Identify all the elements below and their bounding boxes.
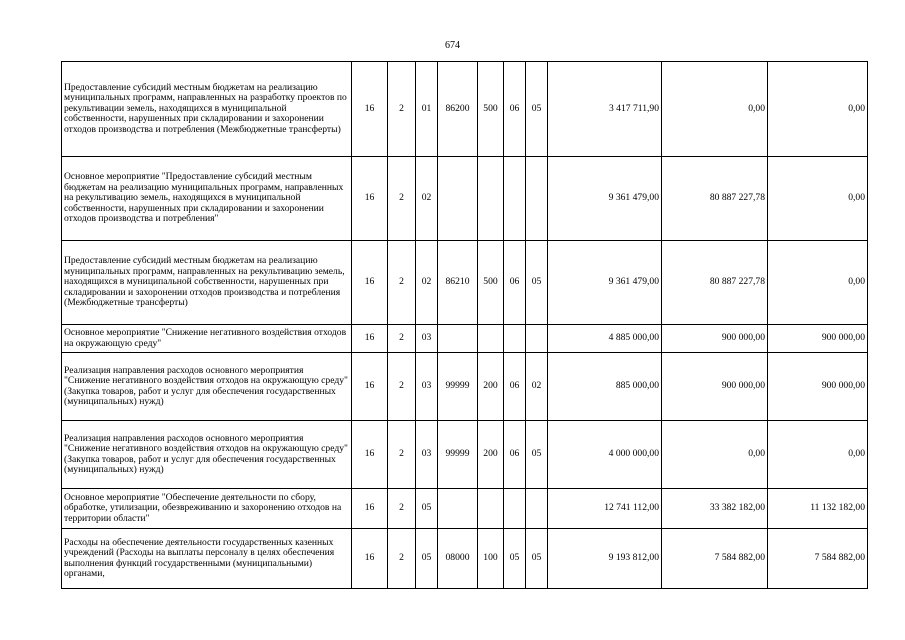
cell-amount-2: 0,00: [662, 421, 768, 489]
cell-code-2: 2: [388, 62, 416, 157]
cell-code-3: 02: [416, 241, 438, 325]
cell-code-4: [438, 325, 478, 353]
cell-code-5: 200: [478, 421, 504, 489]
cell-code-1: 16: [352, 529, 388, 589]
cell-amount-2: 900 000,00: [662, 325, 768, 353]
cell-amount-1: 9 193 812,00: [548, 529, 662, 589]
cell-code-2: 2: [388, 421, 416, 489]
cell-code-3: 05: [416, 489, 438, 529]
cell-code-6: 06: [504, 353, 526, 421]
cell-code-5: [478, 489, 504, 529]
table-row: [62, 353, 868, 421]
cell-code-3: 03: [416, 353, 438, 421]
cell-amount-3: 7 584 882,00: [768, 529, 868, 589]
cell-code-3: 02: [416, 157, 438, 241]
row-description: Основное мероприятие "Снижение негативного воздействия отходов на окружающую среду": [62, 325, 352, 353]
cell-code-6: [504, 157, 526, 241]
table-row: [62, 157, 868, 241]
cell-code-7: 05: [526, 62, 548, 157]
cell-amount-3: 11 132 182,00: [768, 489, 868, 529]
cell-code-1: 16: [352, 62, 388, 157]
cell-code-5: [478, 325, 504, 353]
cell-amount-3: 900 000,00: [768, 325, 868, 353]
cell-code-7: 05: [526, 421, 548, 489]
table-row: [62, 325, 868, 353]
cell-code-6: [504, 489, 526, 529]
cell-amount-1: 3 417 711,90: [548, 62, 662, 157]
table-row: [62, 489, 868, 529]
cell-code-7: [526, 489, 548, 529]
cell-code-6: 06: [504, 421, 526, 489]
cell-code-1: 16: [352, 157, 388, 241]
cell-code-4: 99999: [438, 353, 478, 421]
row-description: Основное мероприятие "Предоставление субсидий местным бюджетам на реализацию муниципальных программ, направленных на рекультивацию земель, находящихся в муниципальной собственности, нарушенных при складировании и захоронении отходов производства и потребления": [62, 157, 352, 241]
cell-code-2: 2: [388, 325, 416, 353]
cell-code-1: 16: [352, 489, 388, 529]
cell-code-5: 200: [478, 353, 504, 421]
cell-amount-3: 0,00: [768, 62, 868, 157]
cell-code-2: 2: [388, 157, 416, 241]
table-row: [62, 62, 868, 157]
cell-code-6: 06: [504, 62, 526, 157]
row-description: Основное мероприятие "Обеспечение деятельности по сбору, обработке, утилизации, обезвреживанию и захоронению отходов на территории области": [62, 489, 352, 529]
cell-code-2: 2: [388, 489, 416, 529]
cell-code-4: 86210: [438, 241, 478, 325]
cell-amount-3: 0,00: [768, 421, 868, 489]
cell-code-1: 16: [352, 421, 388, 489]
cell-code-6: 05: [504, 529, 526, 589]
row-description: Предоставление субсидий местным бюджетам на реализацию муниципальных программ, направленных на рекультивацию земель, находящихся в муниципальной собственности, нарушенных при складировании и захоронении отходов производства и потребления (Межбюджетные трансферты): [62, 241, 352, 325]
cell-code-3: 03: [416, 421, 438, 489]
cell-code-4: [438, 489, 478, 529]
budget-table: [61, 61, 868, 589]
cell-code-1: 16: [352, 241, 388, 325]
cell-code-3: 05: [416, 529, 438, 589]
cell-code-5: 500: [478, 241, 504, 325]
row-description: Реализация направления расходов основного мероприятия "Снижение негативного воздействия отходов на окружающую среду" (Закупка товаров, работ и услуг для обеспечения государственных (муниципальных) нужд): [62, 421, 352, 489]
table-row: [62, 529, 868, 589]
cell-code-2: 2: [388, 529, 416, 589]
row-description: Предоставление субсидий местным бюджетам на реализацию муниципальных программ, направленных на разработку проектов по рекультивации земель, находящихся в муниципальной собственности, нарушенных при складировании и захоронении отходов производства и потребления (Межбюджетные трансферты): [62, 62, 352, 157]
cell-amount-3: 0,00: [768, 241, 868, 325]
cell-code-3: 03: [416, 325, 438, 353]
cell-code-5: 100: [478, 529, 504, 589]
cell-code-1: 16: [352, 353, 388, 421]
cell-amount-2: 80 887 227,78: [662, 241, 768, 325]
cell-code-6: [504, 325, 526, 353]
cell-code-5: 500: [478, 62, 504, 157]
cell-amount-3: 0,00: [768, 157, 868, 241]
cell-amount-2: 900 000,00: [662, 353, 768, 421]
cell-code-7: [526, 325, 548, 353]
cell-code-3: 01: [416, 62, 438, 157]
cell-code-4: 99999: [438, 421, 478, 489]
cell-code-7: 05: [526, 241, 548, 325]
cell-amount-2: 80 887 227,78: [662, 157, 768, 241]
cell-code-6: 06: [504, 241, 526, 325]
cell-amount-2: 33 382 182,00: [662, 489, 768, 529]
cell-code-1: 16: [352, 325, 388, 353]
cell-amount-1: 885 000,00: [548, 353, 662, 421]
cell-amount-1: 9 361 479,00: [548, 241, 662, 325]
table-row: [62, 241, 868, 325]
cell-code-4: 86200: [438, 62, 478, 157]
cell-code-2: 2: [388, 353, 416, 421]
cell-amount-1: 12 741 112,00: [548, 489, 662, 529]
cell-code-2: 2: [388, 241, 416, 325]
cell-code-7: 05: [526, 529, 548, 589]
cell-code-5: [478, 157, 504, 241]
cell-code-4: 08000: [438, 529, 478, 589]
cell-amount-1: 4 000 000,00: [548, 421, 662, 489]
cell-code-7: 02: [526, 353, 548, 421]
cell-amount-1: 4 885 000,00: [548, 325, 662, 353]
cell-amount-3: 900 000,00: [768, 353, 868, 421]
cell-code-4: [438, 157, 478, 241]
cell-amount-1: 9 361 479,00: [548, 157, 662, 241]
row-description: Расходы на обеспечение деятельности государственных казенных учреждений (Расходы на выплаты персоналу в целях обеспечения выполнения функций государственными (муниципальными) органами,: [62, 529, 352, 589]
cell-amount-2: 0,00: [662, 62, 768, 157]
cell-amount-2: 7 584 882,00: [662, 529, 768, 589]
page-number: 674: [445, 40, 460, 51]
row-description: Реализация направления расходов основного мероприятия "Снижение негативного воздействия отходов на окружающую среду" (Закупка товаров, работ и услуг для обеспечения государственных (муниципальных) нужд): [62, 353, 352, 421]
cell-code-7: [526, 157, 548, 241]
table-row: [62, 421, 868, 489]
